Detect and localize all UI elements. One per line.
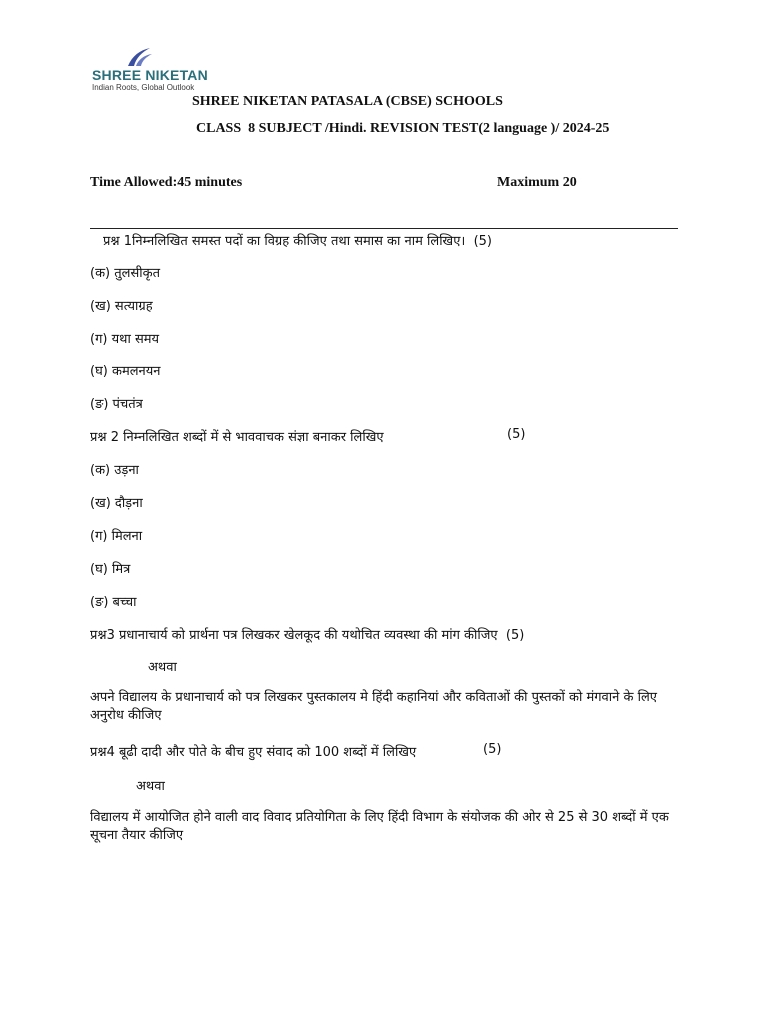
q2-item: (ङ) बच्चा	[90, 595, 137, 610]
q1-item: (क) तुलसीकृत	[90, 266, 161, 281]
question-2-marks: (5)	[507, 427, 526, 442]
q2-item: (घ) मित्र	[90, 562, 131, 577]
header-divider	[90, 228, 678, 229]
question-3-or: अथवा	[148, 660, 177, 675]
q1-item: (घ) कमलनयन	[90, 364, 161, 379]
logo-tagline: Indian Roots, Global Outlook	[92, 83, 195, 92]
question-1	[103, 231, 492, 249]
q1-item: (ग) यथा समय	[90, 332, 160, 347]
question-1-text: प्रश्न 1निम्नलिखित समस्त पदों का विग्रह कीजिए तथा समास का नाम लिखिए।	[103, 234, 466, 249]
q2-item: (ग) मिलना	[90, 529, 143, 544]
subject-line: CLASS 8 SUBJECT /Hindi. REVISION TEST(2 language )/ 2024-25	[196, 121, 610, 136]
q1-item: (ङ) पंचतंत्र	[90, 397, 143, 412]
q2-item: (ख) दौड़ना	[90, 496, 143, 511]
question-3	[90, 625, 524, 643]
school-logo	[90, 46, 220, 96]
maximum-marks: Maximum 20	[497, 175, 577, 190]
question-3-marks: (5)	[505, 628, 525, 643]
question-4-alternative: विद्यालय में आयोजित होने वाली वाद विवाद प्रतियोगिता के लिए हिंदी विभाग के संयोजक की ओर से 25 से 30 शब्दों में एक सूचना तैयार कीजिए	[90, 810, 669, 843]
q2-item: (क) उड़ना	[90, 463, 139, 478]
question-3-text: प्रश्न3 प्रधानाचार्य को प्रार्थना पत्र लिखकर खेलकूद की यथोचित व्यवस्था की मांग कीजिए	[90, 628, 498, 643]
question-4-or: अथवा	[136, 779, 165, 794]
question-4-marks: (5)	[483, 742, 502, 757]
bird-logo-icon	[124, 46, 154, 68]
question-1-marks: (5)	[473, 234, 492, 249]
school-title: SHREE NIKETAN PATASALA (CBSE) SCHOOLS	[192, 94, 503, 109]
question-4-text: प्रश्न4 बूढी दादी और पोते के बीच हुए संवाद को 100 शब्दों में लिखिए	[90, 745, 417, 760]
q1-item: (ख) सत्याग्रह	[90, 299, 153, 314]
question-3-alternative: अपने विद्यालय के प्रधानाचार्य को पत्र लिखकर पुस्तकालय मे हिंदी कहानियां और कविताओं की पुस्तकों को मंगवाने के लिए अनुरोध कीजिए	[90, 690, 657, 723]
logo-name: SHREE NIKETAN	[92, 67, 208, 83]
question-2-text: प्रश्न 2 निम्नलिखित शब्दों में से भाववाचक संज्ञा बनाकर लिखिए	[90, 430, 384, 445]
time-allowed: Time Allowed:45 minutes	[90, 175, 243, 190]
